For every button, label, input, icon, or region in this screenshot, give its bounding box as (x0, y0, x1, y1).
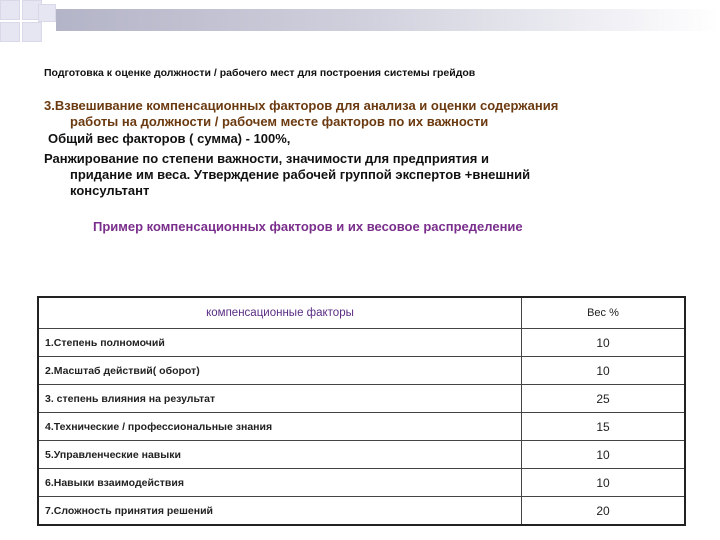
decor-square (0, 0, 20, 20)
factor-name: 2.Масштаб действий( оборот) (38, 357, 522, 385)
factor-weight: 10 (522, 469, 686, 497)
table-row (38, 497, 685, 526)
table-row (38, 469, 685, 497)
table-caption: Пример компенсационных факторов и их весовое распределение (93, 219, 523, 234)
section-heading (44, 98, 694, 130)
factor-weight: 10 (522, 441, 686, 469)
table-row (38, 413, 685, 441)
table-header-row (38, 297, 685, 329)
table-row (38, 441, 685, 469)
ranking-line2: придание им веса. Утверждение рабочей группой экспертов +внешний (70, 167, 531, 182)
total-weight-text: Общий вес факторов ( сумма) - 100%, (48, 131, 291, 146)
factors-table (37, 296, 686, 526)
table-row (38, 357, 685, 385)
header-factors: компенсационные факторы (38, 297, 522, 329)
ranking-line3: консультант (70, 183, 150, 198)
header-gradient-bar (56, 9, 720, 31)
factor-weight: 15 (522, 413, 686, 441)
header-weight: Вес % (522, 297, 686, 329)
factor-weight: 25 (522, 385, 686, 413)
decor-square (38, 4, 56, 22)
factor-name: 3. степень влияния на результат (38, 385, 522, 413)
table-row (38, 329, 685, 357)
table-row (38, 385, 685, 413)
factor-name: 5.Управленческие навыки (38, 441, 522, 469)
factor-name: 6.Навыки взаимодействия (38, 469, 522, 497)
factor-weight: 20 (522, 497, 686, 526)
factor-name: 4.Технические / профессиональные знания (38, 413, 522, 441)
section-heading-line2: работы на должности / рабочем месте факторов по их важности (70, 114, 489, 129)
factor-name: 7.Сложность принятия решений (38, 497, 522, 526)
page-subtitle: Подготовка к оценке должности / рабочего мест для построения системы грейдов (44, 67, 476, 79)
decor-square (22, 22, 42, 42)
ranking-line1: Ранжирование по степени важности, значимости для предприятия и (44, 151, 489, 166)
factor-weight: 10 (522, 357, 686, 385)
section-heading-line1: 3.Взвешивание компенсационных факторов для анализа и оценки содержания (44, 98, 559, 113)
factor-weight: 10 (522, 329, 686, 357)
factor-name: 1.Степень полномочий (38, 329, 522, 357)
decor-square (0, 22, 20, 42)
ranking-text (44, 151, 694, 199)
